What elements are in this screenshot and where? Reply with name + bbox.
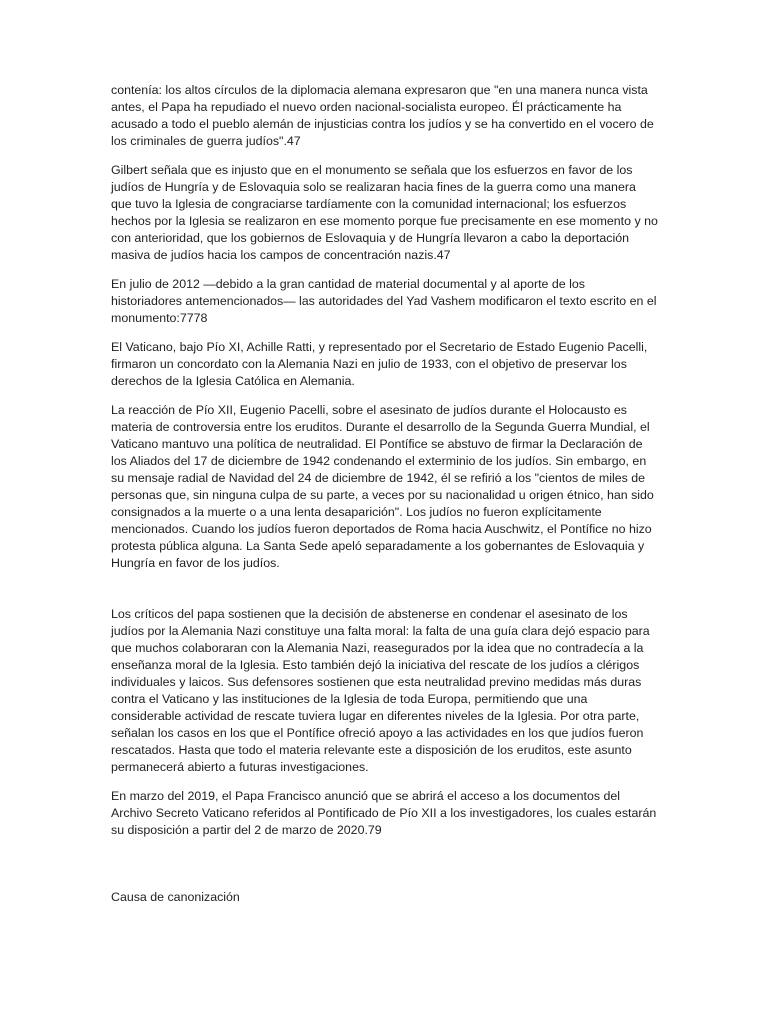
paragraph-concordat: El Vaticano, bajo Pío XI, Achille Ratti, y representado por el Secretario de Estado Eugenio Pacelli, firmaron un concordato con la Alemania Nazi en julio de 1933, con el objetivo de preservar los derechos de la Iglesia Católica en Alemania. bbox=[111, 340, 648, 388]
paragraph-archive: En marzo del 2019, el Papa Francisco anunció que se abrirá el acceso a los documentos del Archivo Secreto Vaticano referidos al Pontificado de Pío XII a los investigadores, los cuales estarán su disposición a partir del 2 de marzo de 2020.79 bbox=[111, 789, 657, 837]
paragraph-yad-vashem: En julio de 2012 —debido a la gran cantidad de material documental y al aporte de los historiadores antemencionados— las autoridades del Yad Vashem modificaron el texto escrito en el monumento:7778 bbox=[111, 277, 657, 325]
document-page bbox=[111, 82, 659, 906]
paragraph-reaction: La reacción de Pío XII, Eugenio Pacelli, sobre el asesinato de judíos durante el Holocausto es materia de controversia entre los eruditos. Durante el desarrollo de la Segunda Guerra Mundial, el Vaticano mantuvo una política de neutralidad. El Pontífice se abstuvo de firmar la Declaración de los Aliados del 17 de diciembre de 1942 condenando el exterminio de los judíos. Sin embargo, en su mensaje radial de Navidad del 24 de diciembre de 1942, él se refirió a los "cientos de miles de personas que, sin ninguna culpa de su parte, a veces por su nacionalidad u origen étnico, han sido consignados a la muerte o a una lenta desaparición". Los judíos no fueron explícitamente mencionados. Cuando los judíos fueron deportados de Roma hacia Auschwitz, el Pontífice no hizo protesta pública alguna. La Santa Sede apeló separadamente a los gobernantes de Eslovaquia y Hungría en favor de los judíos. bbox=[111, 403, 654, 570]
section-heading: Causa de canonización bbox=[111, 890, 240, 904]
paragraph-gilbert: Gilbert señala que es injusto que en el monumento se señala que los esfuerzos en favor de los judíos de Hungría y de Eslovaquia solo se realizaran hacia fines de la guerra como una manera que tuvo la Iglesia de congraciarse tardíamente con la comunidad internacional; los esfuerzos hechos por la Iglesia se realizaron en ese momento porque fue precisamente en ese momento y no con anterioridad, que los gobiernos de Eslovaquia y de Hungría llevaron a cabo la deportación masiva de judíos hacia los campos de concentración nazis.47 bbox=[111, 163, 658, 262]
paragraph-diplomacy: contenía: los altos círculos de la diplomacia alemana expresaron que "en una manera nunca vista antes, el Papa ha repudiado el nuevo orden nacional-socialista europeo. Él prácticamente ha acusado a todo el pueblo alemán de injusticias contra los judíos y se ha convertido en el vocero de los criminales de guerra judíos".47 bbox=[111, 83, 654, 148]
paragraph-critics: Los críticos del papa sostienen que la decisión de abstenerse en condenar el asesinato de los judíos por la Alemania Nazi constituye una falta moral: la falta de una guía clara dejó espacio para que muchos colaboraran con la Alemania Nazi, reasegurados por la idea que no contradecía a la enseñanza moral de la Iglesia. Esto también dejó la iniciativa del rescate de los judíos a clérigos individuales y laicos. Sus defensores sostienen que esta neutralidad previno medidas más duras contra el Vaticano y las instituciones de la Iglesia de toda Europa, permitiendo que una considerable actividad de rescate tuviera lugar en diferentes niveles de la Iglesia. Por otra parte, señalan los casos en los que el Pontífice ofreció apoyo a las actividades en los que judíos fueron rescatados. Hasta que todo el materia relevante este a disposición de los eruditos, este asunto permanecerá abierto a futuras investigaciones. bbox=[111, 607, 650, 774]
